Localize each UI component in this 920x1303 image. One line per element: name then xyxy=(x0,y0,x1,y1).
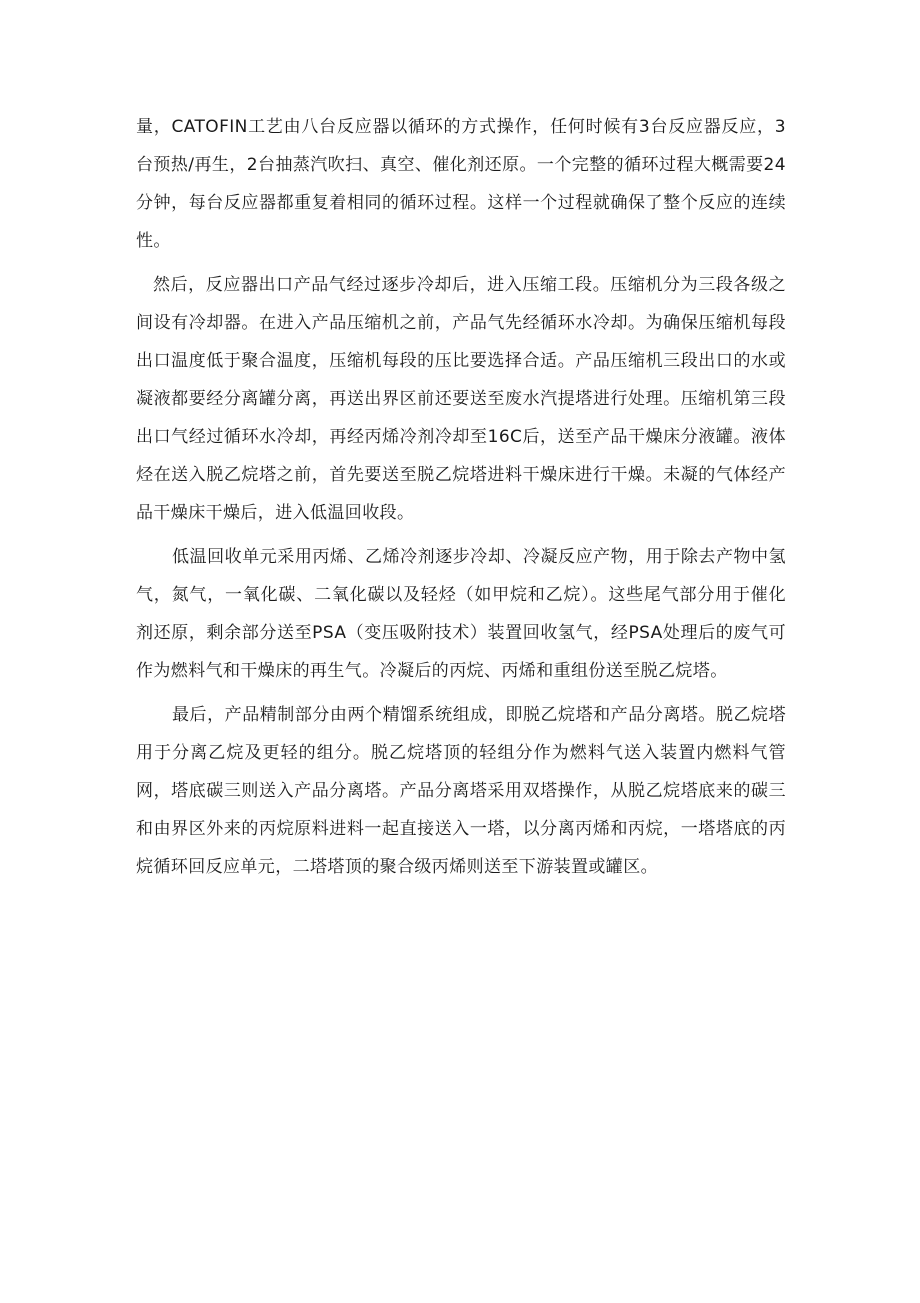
paragraph-low-temp-recovery: 低温回收单元采用丙烯、乙烯冷剂逐步冷却、冷凝反应产物，用于除去产物中氢气，氮气，一氧化碳、二氧化碳以及轻烃（如甲烷和乙烷）。这些尾气部分用于催化剂还原，剩余部分送至PSA（变压吸附技术）装置回收氢气，经PSA处理后的废气可作为燃料气和干燥床的再生气。冷凝后的丙烷、丙烯和重组份送至脱乙烷塔。 xyxy=(136,547,786,681)
paragraph-catofin-cycle: 量，CATOFIN工艺由八台反应器以循环的方式操作，任何时候有3台反应器反应，3台预热/再生，2台抽蒸汽吹扫、真空、催化剂还原。一个完整的循环过程大概需要24分钟，每台反应器都重复着相同的循环过程。这样一个过程就确保了整个反应的连续性。 xyxy=(136,117,786,251)
body-text xyxy=(136,108,786,886)
paragraph-product-refining: 最后，产品精制部分由两个精馏系统组成，即脱乙烷塔和产品分离塔。脱乙烷塔用于分离乙烷及更轻的组分。脱乙烷塔顶的轻组分作为燃料气送入装置内燃料气管网，塔底碳三则送入产品分离塔。产品分离塔采用双塔操作，从脱乙烷塔底来的碳三和由界区外来的丙烷原料进料一起直接送入一塔，以分离丙烯和丙烷，一塔塔底的丙烷循环回反应单元，二塔塔顶的聚合级丙烯则送至下游装置或罐区。 xyxy=(136,705,786,877)
paragraph-compression: 然后，反应器出口产品气经过逐步冷却后，进入压缩工段。压缩机分为三段各级之间设有冷却器。在进入产品压缩机之前，产品气先经循环水冷却。为确保压缩机每段出口温度低于聚合温度，压缩机每段的压比要选择合适。产品压缩机三段出口的水或凝液都要经分离罐分离，再送出界区前还要送至废水汽提塔进行处理。压缩机第三段出口气经过循环水冷却，再经丙烯冷剂冷却至16C后，送至产品干燥床分液罐。液体烃在送入脱乙烷塔之前，首先要送至脱乙烷塔进料干燥床进行干燥。未凝的气体经产品干燥床干燥后，进入低温回收段。 xyxy=(136,275,786,523)
